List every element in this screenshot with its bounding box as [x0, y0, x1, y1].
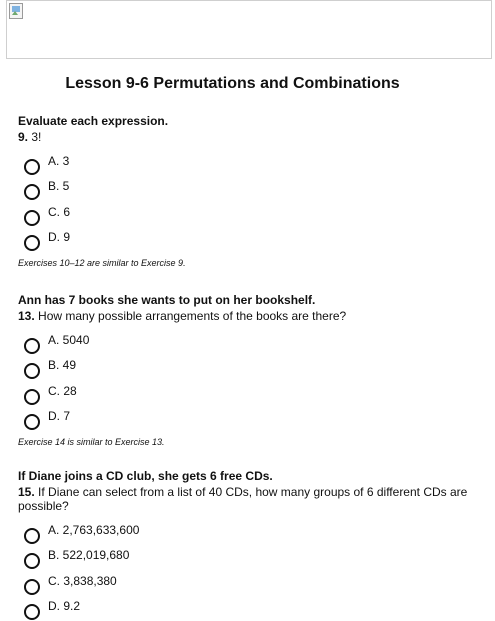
radio-button-icon[interactable]	[24, 184, 40, 200]
answer-options	[18, 519, 486, 621]
section-prompt: Ann has 7 books she wants to put on her bookshelf.	[18, 293, 486, 307]
answer-option[interactable]	[18, 596, 486, 621]
question-section-15	[18, 469, 486, 621]
exercise-note: Exercise 14 is similar to Exercise 13.	[18, 437, 486, 447]
question-body: 3!	[31, 130, 41, 144]
exercise-note: Exercises 10–12 are similar to Exercise 9.	[18, 258, 486, 268]
answer-option[interactable]	[18, 519, 486, 545]
answer-option[interactable]	[18, 380, 486, 406]
answer-option[interactable]	[18, 329, 486, 355]
radio-button-icon[interactable]	[24, 210, 40, 226]
option-label: B. 5	[48, 179, 69, 193]
question-section-9	[18, 114, 486, 268]
answer-option[interactable]	[18, 406, 486, 432]
option-label: D. 9	[48, 230, 70, 244]
broken-image-icon	[9, 3, 23, 19]
question-text	[18, 130, 486, 144]
answer-option[interactable]	[18, 570, 486, 596]
radio-button-icon[interactable]	[24, 389, 40, 405]
answer-option[interactable]	[18, 176, 486, 202]
section-prompt: Evaluate each expression.	[18, 114, 486, 128]
radio-button-icon[interactable]	[24, 159, 40, 175]
question-number: 15.	[18, 485, 35, 499]
answer-option[interactable]	[18, 201, 486, 227]
radio-button-icon[interactable]	[24, 363, 40, 379]
question-section-13	[18, 293, 486, 447]
option-label: C. 3,838,380	[48, 574, 117, 588]
radio-button-icon[interactable]	[24, 235, 40, 251]
question-text	[18, 309, 486, 323]
answer-option[interactable]	[18, 150, 486, 176]
question-body: How many possible arrangements of the books are there?	[38, 309, 346, 323]
option-label: C. 6	[48, 205, 70, 219]
section-prompt: If Diane joins a CD club, she gets 6 free CDs.	[18, 469, 486, 483]
radio-button-icon[interactable]	[24, 528, 40, 544]
radio-button-icon[interactable]	[24, 553, 40, 569]
option-label: A. 5040	[48, 333, 89, 347]
option-label: D. 9.2	[48, 599, 80, 613]
radio-button-icon[interactable]	[24, 414, 40, 430]
answer-options	[18, 150, 486, 252]
option-label: B. 49	[48, 358, 76, 372]
option-label: A. 3	[48, 154, 69, 168]
answer-options	[18, 329, 486, 431]
option-label: B. 522,019,680	[48, 548, 129, 562]
question-body: If Diane can select from a list of 40 CDs, how many groups of 6 different CDs are possible?	[18, 485, 467, 513]
question-number: 9.	[18, 130, 28, 144]
header-banner-image	[6, 0, 492, 59]
question-text	[18, 485, 486, 513]
radio-button-icon[interactable]	[24, 604, 40, 620]
radio-button-icon[interactable]	[24, 579, 40, 595]
answer-option[interactable]	[18, 545, 486, 571]
radio-button-icon[interactable]	[24, 338, 40, 354]
option-label: A. 2,763,633,600	[48, 523, 139, 537]
answer-option[interactable]	[18, 355, 486, 381]
page-title: Lesson 9-6 Permutations and Combinations	[0, 75, 465, 93]
answer-option[interactable]	[18, 227, 486, 253]
question-number: 13.	[18, 309, 35, 323]
option-label: D. 7	[48, 409, 70, 423]
option-label: C. 28	[48, 384, 77, 398]
